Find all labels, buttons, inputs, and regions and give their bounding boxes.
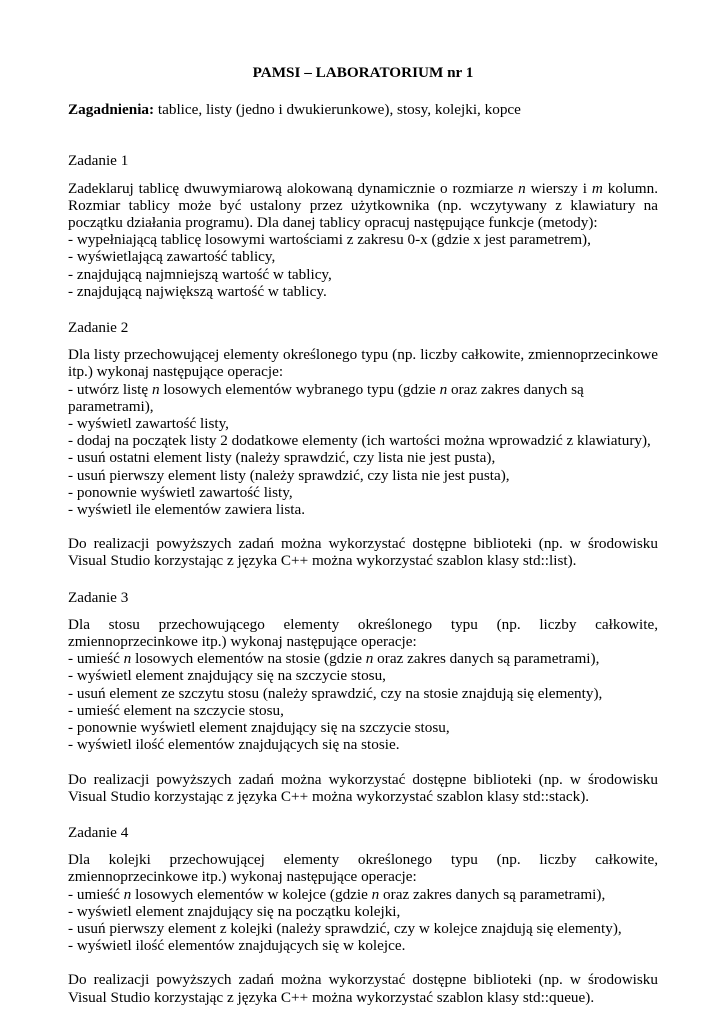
list-item: - usuń element ze szczytu stosu (należy sprawdzić, czy na stosie znajdują się elementy), (68, 684, 603, 702)
list-item: - usuń pierwszy element z kolejki (należy sprawdzić, czy w kolejce znajdują się elementy), (68, 919, 622, 937)
task-note: Do realizacji powyższych zadań można wykorzystać dostępne biblioteki (np. w środowisku Visual Studio korzystając z języka C++ można wykorzystać szablon klasy std::queue). (68, 971, 658, 1006)
list-item: - dodaj na początek listy 2 dodatkowe elementy (ich wartości można wprowadzić z klawiatury), (68, 432, 651, 450)
list-item: - wyświetlającą zawartość tablicy, (68, 248, 276, 266)
task-items (68, 650, 658, 753)
task-items (68, 381, 658, 519)
list-item: - wyświetl element znajdujący się na szczycie stosu, (68, 667, 386, 685)
list-item: - usuń pierwszy element listy (należy sprawdzić, czy lista nie jest pusta), (68, 466, 510, 484)
intro-text: kolumn. Rozmiar tablicy może być ustalony przez użytkownika (np. wczytywany z klawiatury na początku działania programu). Dla danej tablicy opracuj następujące funkcje (metody): (68, 179, 659, 232)
task-2 (68, 319, 658, 570)
task-3 (68, 589, 658, 805)
list-item: - usuń ostatni element listy (należy sprawdzić, czy lista nie jest pusta), (68, 449, 496, 467)
variable-n: n (123, 650, 132, 668)
task-intro: Dla stosu przechowującego elementy określonego typu (np. liczby całkowite, zmiennoprzecinkowe itp.) wykonaj następujące operacje: (68, 615, 658, 651)
task-note: Do realizacji powyższych zadań można wykorzystać dostępne biblioteki (np. w środowisku Visual Studio korzystając z języka C++ można wykorzystać szablon klasy std::stack). (68, 770, 658, 805)
document-title: PAMSI – LABORATORIUM nr 1 (252, 64, 474, 81)
list-item: - utwórz listę n losowych elementów wybranego typu (gdzie n oraz zakres danych są parametrami), (68, 380, 584, 415)
variable-n: n (365, 650, 374, 668)
variable-n: n (518, 179, 526, 197)
task-intro: Dla listy przechowującej elementy określonego typu (np. liczby całkowite, zmiennoprzecinkowe itp.) wykonaj następujące operacje: (68, 346, 658, 381)
document-page (68, 64, 658, 1006)
task-note: Do realizacji powyższych zadań można wykorzystać dostępne biblioteki (np. w środowisku Visual Studio korzystając z języka C++ można wykorzystać szablon klasy std::list). (68, 535, 658, 570)
task-items (68, 231, 658, 300)
topics-text: tablice, listy (jedno i dwukierunkowe), stosy, kolejki, kopce (154, 101, 521, 119)
task-1 (68, 152, 658, 300)
task-intro (68, 180, 658, 232)
task-intro: Dla kolejki przechowującej elementy określonego typu (np. liczby całkowite, zmiennoprzecinkowe itp.) wykonaj następujące operacje: (68, 851, 658, 886)
variable-m: m (591, 179, 603, 197)
intro-text: wierszy i (525, 179, 592, 197)
task-heading: Zadanie 3 (68, 588, 129, 606)
topics-label: Zagadnienia: (68, 101, 155, 119)
list-item: - wyświetl ilość elementów znajdujących się w kolejce. (68, 937, 406, 955)
list-item: - umieść element na szczycie stosu, (68, 701, 284, 719)
list-item: - wyświetl ile elementów zawiera lista. (68, 501, 306, 519)
task-items (68, 886, 658, 955)
list-item: - ponownie wyświetl element znajdujący się na szczycie stosu, (68, 719, 450, 737)
list-item: - znajdującą największą wartość w tablicy. (68, 282, 327, 300)
task-heading: Zadanie 4 (68, 823, 129, 841)
task-heading: Zadanie 2 (68, 319, 129, 337)
variable-n: n (123, 885, 132, 903)
task-heading: Zadanie 1 (68, 152, 129, 170)
variable-n: n (151, 380, 160, 398)
list-item: - ponownie wyświetl zawartość listy, (68, 483, 293, 501)
task-4 (68, 824, 658, 1006)
list-item: - znajdującą najmniejszą wartość w tablicy, (68, 265, 332, 283)
variable-n: n (439, 380, 448, 398)
list-item: - umieść n losowych elementów w kolejce (gdzie n oraz zakres danych są parametrami), (68, 885, 606, 903)
intro-text: Zadeklaruj tablicę dwuwymiarową alokowaną dynamicznie o rozmiarze (68, 179, 519, 197)
variable-n: n (371, 885, 380, 903)
list-item: - wypełniającą tablicę losowymi wartościami z zakresu 0-x (gdzie x jest parametrem), (68, 231, 591, 249)
list-item: - wyświetl zawartość listy, (68, 415, 229, 433)
list-item: - wyświetl element znajdujący się na początku kolejki, (68, 902, 401, 920)
list-item: - umieść n losowych elementów na stosie (gdzie n oraz zakres danych są parametrami), (68, 650, 600, 668)
topics-line (68, 101, 658, 118)
list-item: - wyświetl ilość elementów znajdujących się na stosie. (68, 736, 400, 754)
